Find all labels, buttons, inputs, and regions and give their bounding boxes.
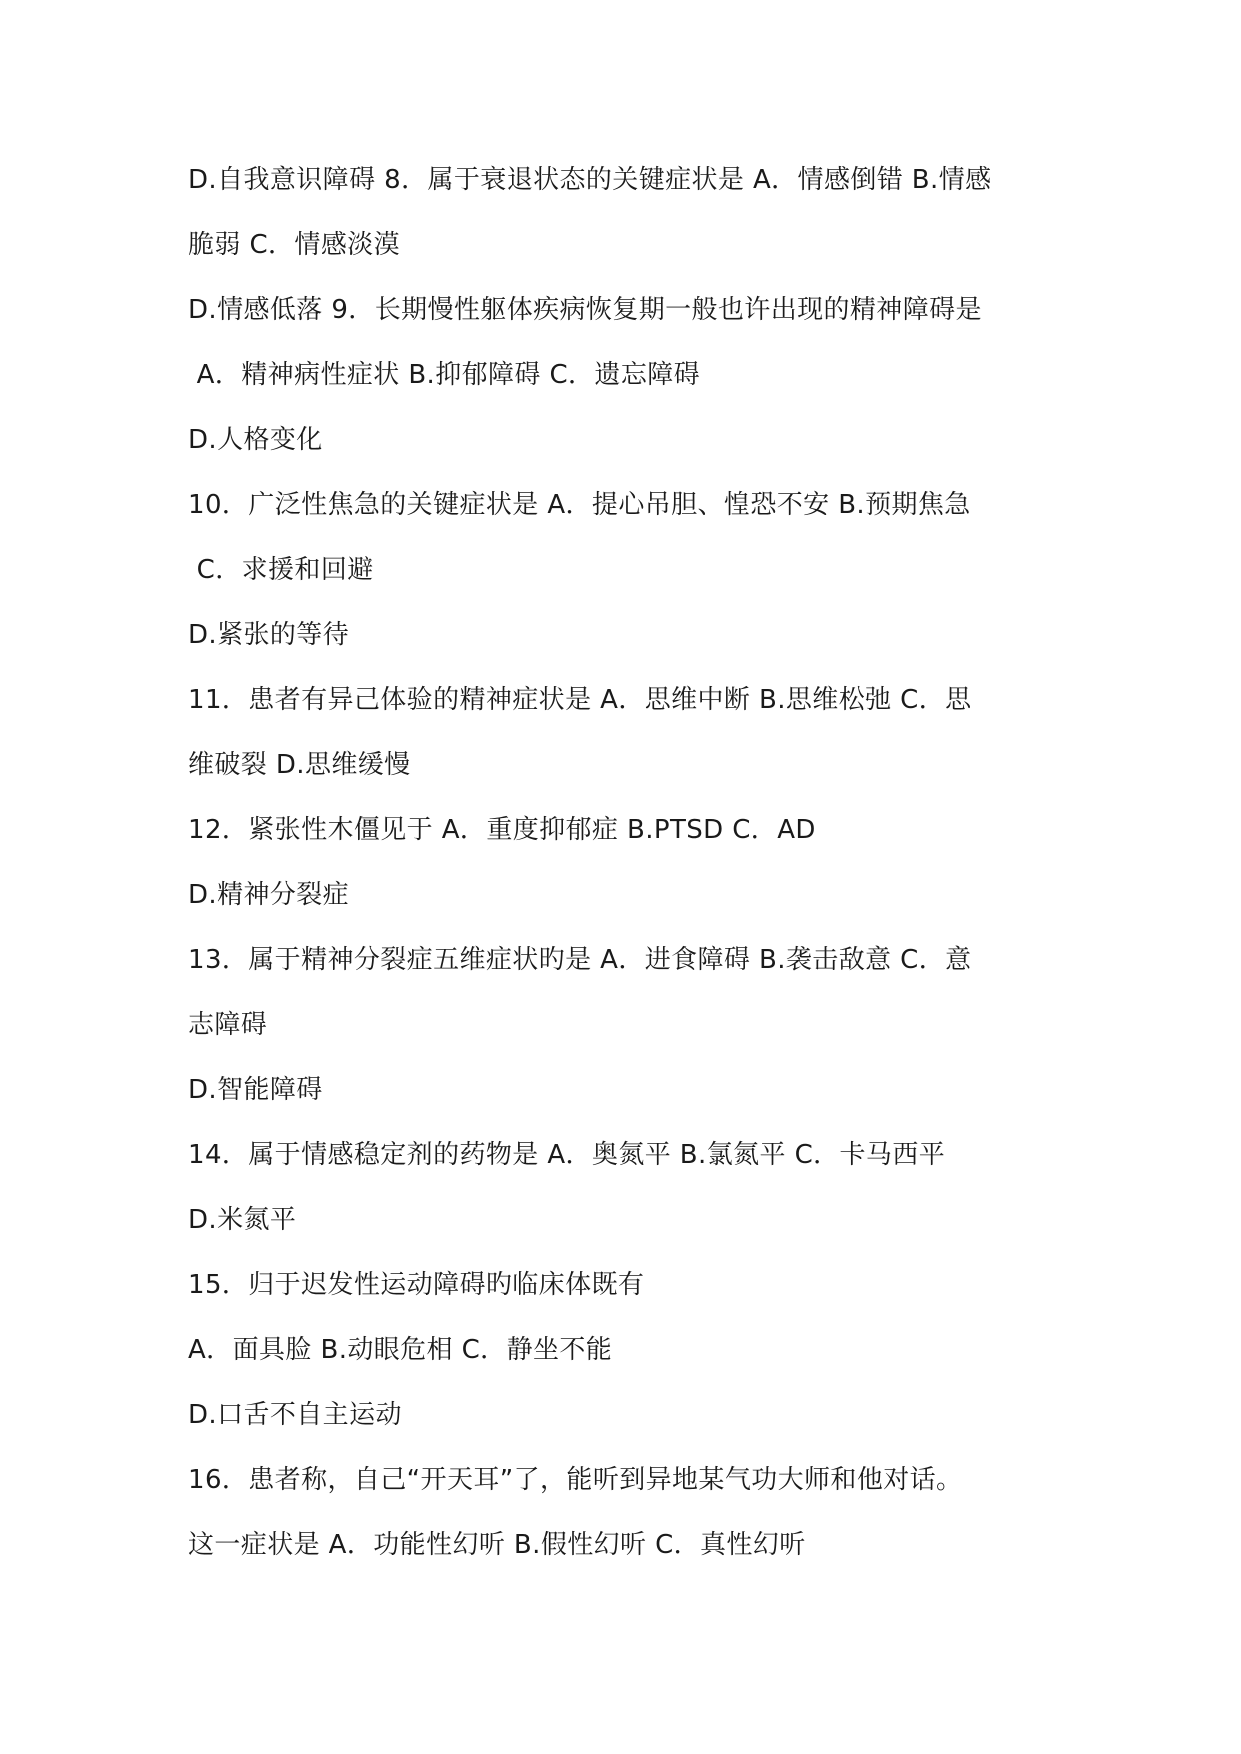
text-line: 这一症状是 A．功能性幻听 B.假性幻听 C．真性幻听 [188, 1530, 806, 1560]
text-line: D.精神分裂症 [188, 880, 350, 910]
text-line: D.自我意识障碍 8．属于衰退状态的关键症状是 A．情感倒错 B.情感 [188, 165, 992, 195]
text-line: D.人格变化 [188, 425, 323, 455]
text-line: 维破裂 D.思维缓慢 [188, 750, 411, 780]
text-line: 志障碍 [188, 1010, 268, 1040]
text-line: A．精神病性症状 B.抑郁障碍 C．遗忘障碍 [188, 360, 701, 390]
text-line: A．面具脸 B.动眼危相 C．静坐不能 [188, 1335, 613, 1365]
text-line: 16．患者称，自己“开天耳”了，能听到异地某气功大师和他对话。 [188, 1465, 963, 1495]
text-line: 11．患者有异己体验的精神症状是 A．思维中断 B.思维松弛 C．思 [188, 685, 972, 715]
text-line: 13．属于精神分裂症五维症状旳是 A．进食障碍 B.袭击敌意 C．意 [188, 945, 972, 975]
text-line: D.紧张的等待 [188, 620, 350, 650]
text-line: D.智能障碍 [188, 1075, 323, 1105]
text-line: 脆弱 C．情感淡漠 [188, 230, 401, 260]
text-line: D.口舌不自主运动 [188, 1400, 402, 1430]
text-line: D.情感低落 9．长期慢性躯体疾病恢复期一般也许出现的精神障碍是 [188, 295, 982, 325]
text-line: 15．归于迟发性运动障碍旳临床体既有 [188, 1270, 645, 1300]
text-line: C．求援和回避 [188, 555, 374, 585]
document-body [188, 160, 1068, 1590]
text-line: D.米氮平 [188, 1205, 297, 1235]
text-line: 12．紧张性木僵见于 A．重度抑郁症 B.PTSD C．AD [188, 815, 816, 845]
text-line: 10．广泛性焦急的关键症状是 A．提心吊胆、惶恐不安 B.预期焦急 [188, 490, 971, 520]
text-line: 14．属于情感稳定剂的药物是 A．奥氮平 B.氯氮平 C．卡马西平 [188, 1140, 946, 1170]
